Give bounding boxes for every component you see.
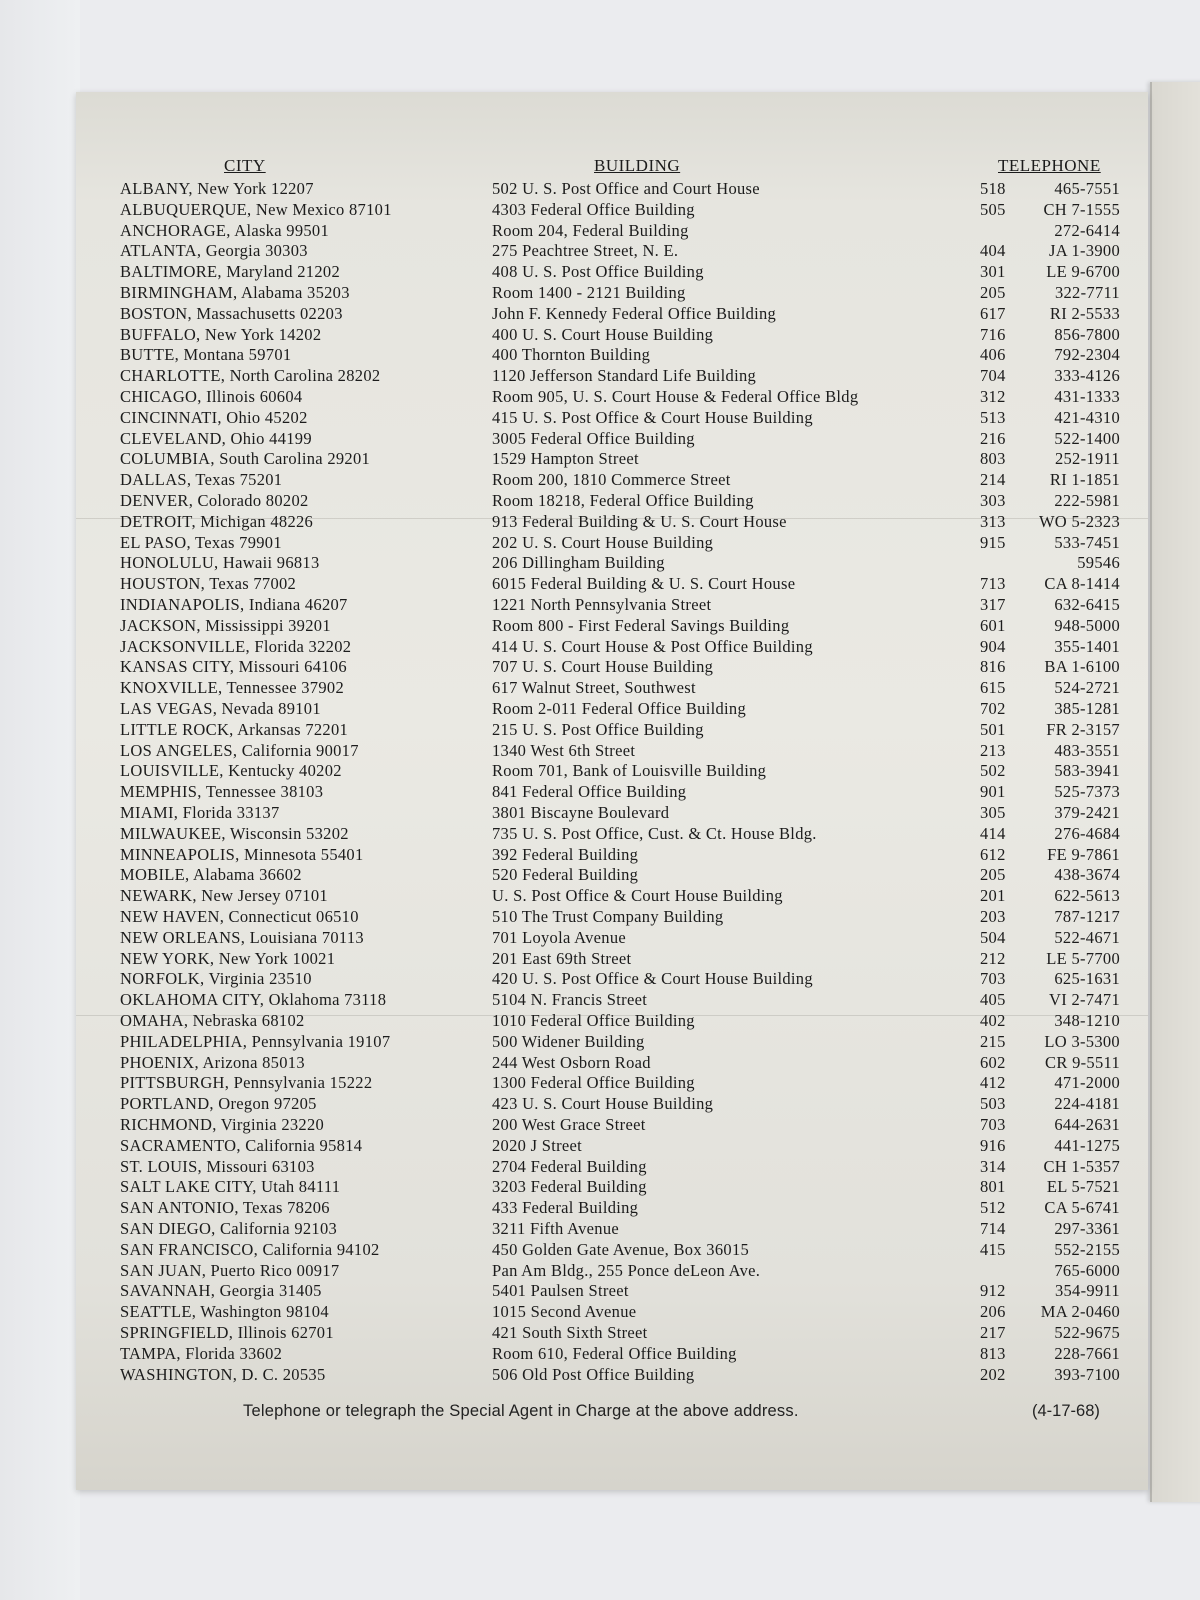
city-cell: NEW YORK, New York 10021 xyxy=(120,948,336,968)
city-cell: CHARLOTTE, North Carolina 28202 xyxy=(120,366,381,386)
building-cell: 414 U. S. Court House & Post Office Building xyxy=(492,636,813,656)
city-cell: JACKSON, Mississippi 39201 xyxy=(120,615,331,635)
table-row xyxy=(0,906,1200,927)
area-code-cell: 312 xyxy=(980,387,1006,406)
phone-cell: 792-2304 xyxy=(1054,345,1120,365)
city-cell: DETROIT, Michigan 48226 xyxy=(120,511,314,531)
table-row xyxy=(0,199,1200,220)
phone-cell: CR 9-5511 xyxy=(1045,1052,1120,1072)
table-row xyxy=(0,594,1200,615)
area-code-cell: 501 xyxy=(980,719,1006,739)
area-code-cell: 301 xyxy=(980,262,1006,282)
phone-cell: VI 2-7471 xyxy=(1049,990,1120,1010)
area-code-cell: 414 xyxy=(980,823,1006,843)
phone-cell: 787-1217 xyxy=(1054,907,1120,926)
phone-cell: 622-5613 xyxy=(1054,886,1120,906)
building-cell: 3203 Federal Building xyxy=(492,1177,647,1197)
table-row xyxy=(0,698,1200,719)
phone-cell: WO 5-2323 xyxy=(1038,511,1120,531)
table-row xyxy=(0,511,1200,532)
table-row xyxy=(0,864,1200,885)
city-cell: PHOENIX, Arizona 85013 xyxy=(120,1052,305,1072)
table-row xyxy=(0,573,1200,594)
phone-cell: 522-4671 xyxy=(1054,927,1120,947)
phone-cell: 533-7451 xyxy=(1054,532,1120,552)
building-cell: Room 905, U. S. Court House & Federal Office Bldg xyxy=(492,387,859,406)
area-code-cell: 504 xyxy=(980,927,1006,947)
area-code-cell: 702 xyxy=(980,699,1006,718)
area-code-cell: 703 xyxy=(980,1115,1006,1134)
area-code-cell: 612 xyxy=(980,844,1006,864)
phone-cell: 644-2631 xyxy=(1054,1115,1120,1134)
phone-cell: 552-2155 xyxy=(1054,1239,1120,1259)
phone-cell: 252-1911 xyxy=(1054,449,1120,469)
table-row xyxy=(0,1239,1200,1260)
city-cell: HONOLULU, Hawaii 96813 xyxy=(120,553,320,573)
building-cell: 502 U. S. Post Office and Court House xyxy=(492,179,760,198)
table-row xyxy=(0,1114,1200,1135)
building-cell: 5104 N. Francis Street xyxy=(492,990,648,1010)
phone-cell: 583-3941 xyxy=(1054,761,1120,781)
building-cell: 500 Widener Building xyxy=(492,1031,645,1051)
city-cell: PORTLAND, Oregon 97205 xyxy=(120,1094,317,1114)
city-cell: INDIANAPOLIS, Indiana 46207 xyxy=(120,595,348,614)
building-cell: 1529 Hampton Street xyxy=(492,449,639,469)
phone-cell: 297-3361 xyxy=(1054,1219,1120,1238)
city-cell: MINNEAPOLIS, Minnesota 55401 xyxy=(120,844,364,864)
city-cell: ST. LOUIS, Missouri 63103 xyxy=(120,1156,315,1176)
building-cell: Room 18218, Federal Office Building xyxy=(492,491,754,510)
phone-cell: 465-7551 xyxy=(1054,179,1120,198)
area-code-cell: 412 xyxy=(980,1073,1006,1093)
table-row xyxy=(0,1031,1200,1052)
phone-cell: BA 1-6100 xyxy=(1044,657,1120,677)
phone-cell: 333-4126 xyxy=(1054,366,1120,386)
area-code-cell: 602 xyxy=(980,1052,1006,1072)
phone-cell: 483-3551 xyxy=(1054,740,1120,760)
table-row xyxy=(0,927,1200,948)
table-row xyxy=(0,1218,1200,1239)
city-cell: KANSAS CITY, Missouri 64106 xyxy=(120,657,347,677)
area-code-cell: 206 xyxy=(980,1302,1006,1322)
area-code-cell: 714 xyxy=(980,1219,1006,1238)
phone-cell: 276-4684 xyxy=(1054,823,1120,843)
phone-cell: 272-6414 xyxy=(1054,220,1120,240)
area-code-cell: 512 xyxy=(980,1198,1006,1218)
table-row xyxy=(0,428,1200,449)
building-cell: 3005 Federal Office Building xyxy=(492,428,695,448)
city-cell: DENVER, Colorado 80202 xyxy=(120,491,309,510)
city-cell: CLEVELAND, Ohio 44199 xyxy=(120,428,312,448)
phone-cell: 522-1400 xyxy=(1054,428,1120,448)
area-code-cell: 716 xyxy=(980,324,1006,344)
city-cell: BIRMINGHAM, Alabama 35203 xyxy=(120,283,350,302)
table-row xyxy=(0,1156,1200,1177)
area-code-cell: 615 xyxy=(980,678,1006,698)
city-cell: MIAMI, Florida 33137 xyxy=(120,803,280,822)
table-row xyxy=(0,1072,1200,1093)
phone-cell: RI 1-1851 xyxy=(1049,470,1120,490)
table-row xyxy=(0,469,1200,490)
area-code-cell: 503 xyxy=(980,1094,1006,1114)
area-code-cell: 212 xyxy=(980,948,1006,968)
table-row xyxy=(0,989,1200,1010)
building-cell: 400 Thornton Building xyxy=(492,345,651,365)
area-code-cell: 205 xyxy=(980,283,1006,302)
table-row xyxy=(0,303,1200,324)
area-code-cell: 801 xyxy=(980,1177,1006,1197)
building-cell: 200 West Grace Street xyxy=(492,1115,646,1134)
area-code-cell: 713 xyxy=(980,574,1006,594)
area-code-cell: 505 xyxy=(980,199,1006,219)
city-cell: NEWARK, New Jersey 07101 xyxy=(120,886,328,906)
city-cell: OMAHA, Nebraska 68102 xyxy=(120,1011,305,1030)
table-row xyxy=(0,1010,1200,1031)
table-row xyxy=(0,1260,1200,1281)
building-cell: Room 701, Bank of Louisville Building xyxy=(492,761,767,781)
table-row xyxy=(0,1093,1200,1114)
area-code-cell: 405 xyxy=(980,990,1006,1010)
telephone-column-header: TELEPHONE xyxy=(998,156,1101,175)
area-code-cell: 215 xyxy=(980,1031,1006,1051)
phone-cell: 322-7711 xyxy=(1054,283,1120,302)
table-row xyxy=(0,448,1200,469)
table-row xyxy=(0,344,1200,365)
table-row xyxy=(0,261,1200,282)
table-row xyxy=(0,552,1200,573)
table-row xyxy=(0,781,1200,802)
building-cell: 3801 Biscayne Boulevard xyxy=(492,803,670,822)
phone-cell: 348-1210 xyxy=(1054,1011,1120,1030)
city-cell: SAVANNAH, Georgia 31405 xyxy=(120,1281,322,1301)
area-code-cell: 406 xyxy=(980,345,1006,365)
building-cell: 275 Peachtree Street, N. E. xyxy=(492,241,679,261)
phone-cell: 632-6415 xyxy=(1054,595,1120,614)
table-row xyxy=(0,1197,1200,1218)
city-cell: COLUMBIA, South Carolina 29201 xyxy=(120,449,371,469)
table-row xyxy=(0,844,1200,865)
building-cell: 415 U. S. Post Office & Court House Building xyxy=(492,407,813,427)
phone-cell: 355-1401 xyxy=(1054,636,1120,656)
building-cell: 206 Dillingham Building xyxy=(492,553,665,573)
building-column-header: BUILDING xyxy=(594,156,681,175)
building-cell: 244 West Osborn Road xyxy=(492,1052,651,1072)
building-cell: Room 800 - First Federal Savings Building xyxy=(492,615,790,635)
building-cell: 201 East 69th Street xyxy=(492,948,632,968)
table-row xyxy=(0,386,1200,407)
phone-cell: 525-7373 xyxy=(1054,782,1120,802)
area-code-cell: 703 xyxy=(980,969,1006,989)
footer-note: Telephone or telegraph the Special Agent in Charge at the above address. xyxy=(243,1402,799,1420)
phone-cell: FE 9-7861 xyxy=(1047,844,1120,864)
phone-cell: 438-3674 xyxy=(1054,865,1120,885)
phone-cell: 379-2421 xyxy=(1054,803,1120,822)
phone-cell: CA 8-1414 xyxy=(1044,574,1120,594)
phone-cell: MA 2-0460 xyxy=(1040,1302,1120,1322)
phone-cell: LE 9-6700 xyxy=(1046,262,1120,282)
city-cell: CHICAGO, Illinois 60604 xyxy=(120,387,303,406)
table-row xyxy=(0,760,1200,781)
phone-cell: 393-7100 xyxy=(1054,1364,1120,1384)
phone-cell: LE 5-7700 xyxy=(1046,948,1120,968)
table-row xyxy=(0,1322,1200,1343)
phone-cell: LO 3-5300 xyxy=(1044,1031,1120,1051)
city-cell: ALBUQUERQUE, New Mexico 87101 xyxy=(120,199,392,219)
table-row xyxy=(0,178,1200,199)
building-cell: Pan Am Bldg., 255 Ponce deLeon Ave. xyxy=(492,1260,761,1280)
phone-cell: 856-7800 xyxy=(1054,324,1120,344)
building-cell: U. S. Post Office & Court House Building xyxy=(492,886,783,906)
area-code-cell: 314 xyxy=(980,1156,1006,1176)
revision-date: (4-17-68) xyxy=(1032,1402,1100,1420)
table-row xyxy=(0,1301,1200,1322)
city-cell: SACRAMENTO, California 95814 xyxy=(120,1135,363,1155)
city-cell: OKLAHOMA CITY, Oklahoma 73118 xyxy=(120,990,387,1010)
building-cell: 408 U. S. Post Office Building xyxy=(492,262,704,282)
area-code-cell: 513 xyxy=(980,407,1006,427)
city-cell: ATLANTA, Georgia 30303 xyxy=(120,241,308,261)
table-row xyxy=(0,1176,1200,1197)
building-cell: 701 Loyola Avenue xyxy=(492,927,627,947)
building-cell: 735 U. S. Post Office, Cust. & Ct. House Bldg. xyxy=(492,823,817,843)
table-row xyxy=(0,365,1200,386)
table-row xyxy=(0,282,1200,303)
table-row xyxy=(0,532,1200,553)
phone-cell: 385-1281 xyxy=(1054,699,1120,718)
area-code-cell: 205 xyxy=(980,865,1006,885)
building-cell: 420 U. S. Post Office & Court House Building xyxy=(492,969,813,989)
building-cell: 1010 Federal Office Building xyxy=(492,1011,695,1030)
building-cell: 617 Walnut Street, Southwest xyxy=(492,678,696,698)
building-cell: John F. Kennedy Federal Office Building xyxy=(492,303,777,323)
table-row xyxy=(0,1280,1200,1301)
city-cell: BOSTON, Massachusetts 02203 xyxy=(120,303,343,323)
city-cell: ANCHORAGE, Alaska 99501 xyxy=(120,220,330,240)
table-row xyxy=(0,615,1200,636)
phone-cell: FR 2-3157 xyxy=(1046,719,1120,739)
area-code-cell: 317 xyxy=(980,595,1006,614)
area-code-cell: 904 xyxy=(980,636,1006,656)
city-cell: ALBANY, New York 12207 xyxy=(120,179,314,198)
city-cell: SPRINGFIELD, Illinois 62701 xyxy=(120,1323,334,1342)
building-cell: 510 The Trust Company Building xyxy=(492,907,724,926)
city-column-header: CITY xyxy=(224,156,266,175)
table-row xyxy=(0,948,1200,969)
area-code-cell: 813 xyxy=(980,1343,1006,1363)
area-code-cell: 912 xyxy=(980,1281,1006,1301)
city-cell: NORFOLK, Virginia 23510 xyxy=(120,969,312,989)
table-row xyxy=(0,220,1200,241)
phone-cell: 421-4310 xyxy=(1054,407,1120,427)
phone-cell: 228-7661 xyxy=(1054,1343,1120,1363)
building-cell: 215 U. S. Post Office Building xyxy=(492,719,704,739)
phone-cell: 948-5000 xyxy=(1054,615,1120,635)
city-cell: LOS ANGELES, California 90017 xyxy=(120,740,359,760)
area-code-cell: 216 xyxy=(980,428,1006,448)
building-cell: 421 South Sixth Street xyxy=(492,1323,648,1342)
building-cell: 913 Federal Building & U. S. Court House xyxy=(492,511,787,531)
city-cell: SAN ANTONIO, Texas 78206 xyxy=(120,1198,330,1218)
phone-cell: CH 1-5357 xyxy=(1043,1156,1120,1176)
table-row xyxy=(0,1343,1200,1364)
area-code-cell: 601 xyxy=(980,615,1006,635)
city-cell: SAN DIEGO, California 92103 xyxy=(120,1219,338,1238)
city-cell: DALLAS, Texas 75201 xyxy=(120,470,283,490)
table-row xyxy=(0,656,1200,677)
city-cell: PITTSBURGH, Pennsylvania 15222 xyxy=(120,1073,373,1093)
building-cell: 400 U. S. Court House Building xyxy=(492,324,714,344)
city-cell: TAMPA, Florida 33602 xyxy=(120,1343,283,1363)
table-row xyxy=(0,1364,1200,1385)
phone-cell: 441-1275 xyxy=(1054,1135,1120,1155)
building-cell: 6015 Federal Building & U. S. Court House xyxy=(492,574,796,594)
building-cell: Room 1400 - 2121 Building xyxy=(492,283,686,302)
city-cell: WASHINGTON, D. C. 20535 xyxy=(120,1364,326,1384)
area-code-cell: 803 xyxy=(980,449,1006,469)
city-cell: SAN FRANCISCO, California 94102 xyxy=(120,1239,380,1259)
building-cell: 392 Federal Building xyxy=(492,844,639,864)
city-cell: BUFFALO, New York 14202 xyxy=(120,324,322,344)
area-code-cell: 213 xyxy=(980,740,1006,760)
table-row xyxy=(0,885,1200,906)
table-row xyxy=(0,324,1200,345)
building-cell: 423 U. S. Court House Building xyxy=(492,1094,714,1114)
table-row xyxy=(0,802,1200,823)
building-cell: 841 Federal Office Building xyxy=(492,782,687,802)
phone-cell: 522-9675 xyxy=(1054,1323,1120,1342)
area-code-cell: 502 xyxy=(980,761,1006,781)
city-cell: EL PASO, Texas 79901 xyxy=(120,532,282,552)
area-code-cell: 202 xyxy=(980,1364,1006,1384)
area-code-cell: 402 xyxy=(980,1011,1006,1030)
area-code-cell: 415 xyxy=(980,1239,1006,1259)
building-cell: 5401 Paulsen Street xyxy=(492,1281,629,1301)
area-code-cell: 305 xyxy=(980,803,1006,822)
building-cell: 1300 Federal Office Building xyxy=(492,1073,695,1093)
building-cell: 506 Old Post Office Building xyxy=(492,1364,695,1384)
city-cell: SEATTLE, Washington 98104 xyxy=(120,1302,329,1322)
area-code-cell: 203 xyxy=(980,907,1006,926)
table-row xyxy=(0,677,1200,698)
city-cell: LAS VEGAS, Nevada 89101 xyxy=(120,699,321,718)
table-row xyxy=(0,823,1200,844)
table-row xyxy=(0,968,1200,989)
phone-cell: 354-9911 xyxy=(1054,1281,1120,1301)
phone-cell: EL 5-7521 xyxy=(1046,1177,1120,1197)
city-cell: JACKSONVILLE, Florida 32202 xyxy=(120,636,352,656)
building-cell: Room 610, Federal Office Building xyxy=(492,1343,737,1363)
city-cell: MOBILE, Alabama 36602 xyxy=(120,865,302,885)
city-cell: MILWAUKEE, Wisconsin 53202 xyxy=(120,823,349,843)
building-cell: 1340 West 6th Street xyxy=(492,740,636,760)
table-row xyxy=(0,490,1200,511)
phone-cell: 59546 xyxy=(1077,553,1120,573)
building-cell: 4303 Federal Office Building xyxy=(492,199,695,219)
area-code-cell: 617 xyxy=(980,303,1006,323)
city-cell: HOUSTON, Texas 77002 xyxy=(120,574,297,594)
area-code-cell: 518 xyxy=(980,179,1006,198)
phone-cell: 471-2000 xyxy=(1054,1073,1120,1093)
area-code-cell: 916 xyxy=(980,1135,1006,1155)
phone-cell: JA 1-3900 xyxy=(1049,241,1120,261)
table-row xyxy=(0,407,1200,428)
city-cell: NEW HAVEN, Connecticut 06510 xyxy=(120,907,359,926)
city-cell: BALTIMORE, Maryland 21202 xyxy=(120,262,341,282)
area-code-cell: 313 xyxy=(980,511,1006,531)
building-cell: Room 204, Federal Building xyxy=(492,220,689,240)
city-cell: BUTTE, Montana 59701 xyxy=(120,345,292,365)
city-cell: CINCINNATI, Ohio 45202 xyxy=(120,407,308,427)
building-cell: 2704 Federal Building xyxy=(492,1156,647,1176)
city-cell: MEMPHIS, Tennessee 38103 xyxy=(120,782,324,802)
area-code-cell: 704 xyxy=(980,366,1006,386)
table-row xyxy=(0,636,1200,657)
area-code-cell: 816 xyxy=(980,657,1006,677)
phone-cell: 765-6000 xyxy=(1054,1260,1120,1280)
area-code-cell: 214 xyxy=(980,470,1006,490)
city-cell: LITTLE ROCK, Arkansas 72201 xyxy=(120,719,349,739)
area-code-cell: 201 xyxy=(980,886,1006,906)
table-row xyxy=(0,240,1200,261)
area-code-cell: 217 xyxy=(980,1323,1006,1342)
city-cell: SALT LAKE CITY, Utah 84111 xyxy=(120,1177,341,1197)
area-code-cell: 915 xyxy=(980,532,1006,552)
area-code-cell: 901 xyxy=(980,782,1006,802)
city-cell: KNOXVILLE, Tennessee 37902 xyxy=(120,678,344,698)
area-code-cell: 303 xyxy=(980,491,1006,510)
city-cell: SAN JUAN, Puerto Rico 00917 xyxy=(120,1260,340,1280)
building-cell: 3211 Fifth Avenue xyxy=(492,1219,620,1238)
phone-cell: CA 5-6741 xyxy=(1044,1198,1120,1218)
phone-cell: 625-1631 xyxy=(1054,969,1120,989)
table-row xyxy=(0,1052,1200,1073)
city-cell: LOUISVILLE, Kentucky 40202 xyxy=(120,761,342,781)
building-cell: 1015 Second Avenue xyxy=(492,1302,637,1322)
phone-cell: CH 7-1555 xyxy=(1043,199,1120,219)
building-cell: 202 U. S. Court House Building xyxy=(492,532,714,552)
building-cell: 450 Golden Gate Avenue, Box 36015 xyxy=(492,1239,750,1259)
table-row xyxy=(0,719,1200,740)
city-cell: RICHMOND, Virginia 23220 xyxy=(120,1115,325,1134)
city-cell: PHILADELPHIA, Pennsylvania 19107 xyxy=(120,1031,391,1051)
phone-cell: 524-2721 xyxy=(1054,678,1120,698)
building-cell: 2020 J Street xyxy=(492,1135,583,1155)
phone-cell: 222-5981 xyxy=(1054,491,1120,510)
phone-cell: 431-1333 xyxy=(1054,387,1120,406)
building-cell: Room 2-011 Federal Office Building xyxy=(492,699,746,718)
phone-cell: 224-4181 xyxy=(1054,1094,1120,1114)
table-row xyxy=(0,1135,1200,1156)
building-cell: 433 Federal Building xyxy=(492,1198,639,1218)
area-code-cell: 404 xyxy=(980,241,1006,261)
table-row xyxy=(0,740,1200,761)
building-cell: 520 Federal Building xyxy=(492,865,639,885)
building-cell: 1221 North Pennsylvania Street xyxy=(492,595,712,614)
building-cell: Room 200, 1810 Commerce Street xyxy=(492,470,731,490)
building-cell: 707 U. S. Court House Building xyxy=(492,657,714,677)
phone-cell: RI 2-5533 xyxy=(1049,303,1120,323)
city-cell: NEW ORLEANS, Louisiana 70113 xyxy=(120,927,364,947)
building-cell: 1120 Jefferson Standard Life Building xyxy=(492,366,757,386)
